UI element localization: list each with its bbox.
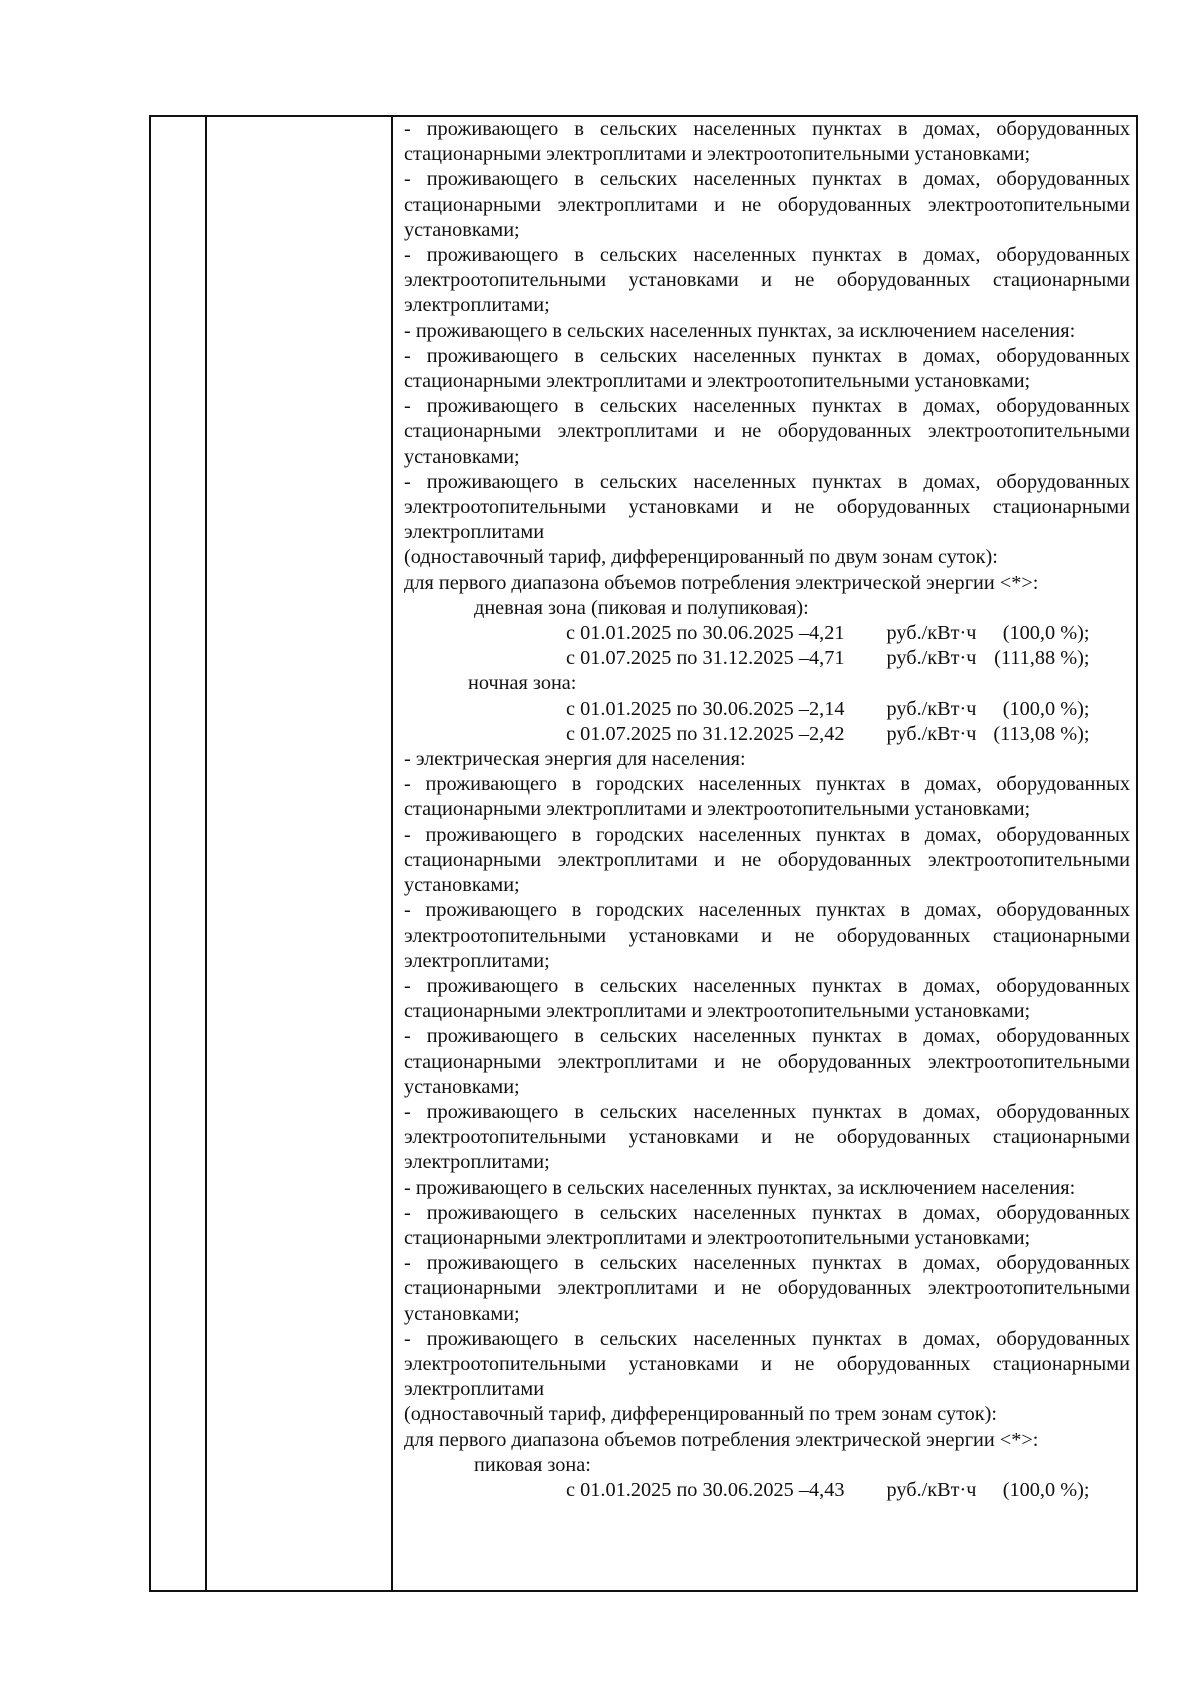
paragraph: - проживающего в сельских населенных пунктах в домах, оборудованных электроотопительными установками и не оборудованных стационарными электроплитами: [404, 1327, 1130, 1401]
rate-percent: (111,88 %);: [994, 647, 1090, 670]
tariff-table: [149, 115, 1138, 1592]
rate-period: с 01.07.2025 по 31.12.2025 –: [566, 647, 809, 670]
paragraph: - проживающего в сельских населенных пунктах, за исключением населения:: [404, 319, 1076, 342]
tariff-rate-row: [404, 621, 1130, 646]
zone-heading: ночная зона:: [468, 672, 577, 695]
rate-unit: руб./кВт·ч: [886, 1478, 977, 1501]
tariff-rate-row: [404, 722, 1130, 747]
rate-period: с 01.01.2025 по 30.06.2025 –: [566, 1478, 809, 1501]
paragraph: - проживающего в сельских населенных пунктах в домах, оборудованных стационарными электроплитами и не оборудованных электроотопительными установками;: [404, 168, 1130, 241]
paragraph: - проживающего в сельских населенных пунктах в домах, оборудованных стационарными электроплитами и электроотопительными установками;: [404, 344, 1130, 393]
paragraph: - проживающего в сельских населенных пунктах в домах, оборудованных электроотопительными установками и не оборудованных стационарными электроплитами: [404, 470, 1130, 544]
rate-value: 2,14: [809, 697, 845, 720]
rate-percent: (100,0 %);: [1002, 697, 1090, 720]
rate-percent: (100,0 %);: [1002, 622, 1090, 645]
tariff-rate-row: [404, 697, 1130, 722]
paragraph: - проживающего в сельских населенных пунктах в домах, оборудованных электроотопительными установками и не оборудованных стационарными электроплитами;: [404, 244, 1130, 317]
paragraph: - проживающего в сельских населенных пунктах в домах, оборудованных стационарными электроплитами и не оборудованных электроотопительными установками;: [404, 1025, 1130, 1098]
paragraph: - проживающего в сельских населенных пунктах в домах, оборудованных электроотопительными установками и не оборудованных стационарными электроплитами;: [404, 1100, 1130, 1174]
paragraph: - проживающего в сельских населенных пунктах в домах, оборудованных стационарными электроплитами и электроотопительными установками;: [404, 118, 1130, 166]
zone-heading: пиковая зона:: [474, 1453, 591, 1476]
paragraph: для первого диапазона объемов потребления электрической энергии <*>:: [404, 571, 1039, 594]
rate-value: 4,43: [809, 1478, 845, 1501]
tariff-rate-row: [404, 1478, 1130, 1503]
rate-percent: (113,08 %);: [993, 722, 1090, 745]
rate-value: 4,21: [809, 622, 845, 645]
rate-period: с 01.01.2025 по 30.06.2025 –: [566, 697, 809, 720]
rate-unit: руб./кВт·ч: [886, 697, 977, 720]
zone-heading: дневная зона (пиковая и полупиковая):: [474, 596, 809, 619]
paragraph: - проживающего в городских населенных пунктах в домах, оборудованных стационарными электроплитами и электроотопительными установками;: [404, 773, 1130, 821]
paragraph: - проживающего в сельских населенных пунктах в домах, оборудованных стационарными электроплитами и не оборудованных электроотопительными установками;: [404, 395, 1130, 468]
rate-unit: руб./кВт·ч: [886, 622, 977, 645]
paragraph: - проживающего в сельских населенных пунктах в домах, оборудованных стационарными электроплитами и электроотопительными установками;: [404, 974, 1130, 1023]
column-divider-2: [391, 117, 393, 1590]
paragraph: - проживающего в сельских населенных пунктах, за исключением населения:: [404, 1176, 1076, 1199]
rate-unit: руб./кВт·ч: [886, 647, 977, 670]
paragraph: (одноставочный тариф, дифференцированный по трем зонам суток):: [404, 1403, 998, 1426]
paragraph: - электрическая энергия для населения:: [404, 748, 746, 771]
rate-value: 4,71: [809, 647, 845, 670]
paragraph: (одноставочный тариф, дифференцированный по двум зонам суток):: [404, 546, 998, 569]
rate-period: с 01.01.2025 по 30.06.2025 –: [566, 622, 809, 645]
rate-unit: руб./кВт·ч: [886, 722, 977, 745]
rate-period: с 01.07.2025 по 31.12.2025 –: [566, 722, 809, 745]
rate-percent: (100,0 %);: [1002, 1478, 1090, 1501]
paragraph: - проживающего в городских населенных пунктах в домах, оборудованных стационарными электроплитами и не оборудованных электроотопительными установками;: [404, 823, 1130, 897]
paragraph: - проживающего в сельских населенных пунктах в домах, оборудованных стационарными электроплитами и электроотопительными установками;: [404, 1201, 1130, 1249]
tariff-rate-row: [404, 646, 1130, 671]
paragraph: - проживающего в сельских населенных пунктах в домах, оборудованных стационарными электроплитами и не оборудованных электроотопительными установками;: [404, 1252, 1130, 1325]
paragraph: - проживающего в городских населенных пунктах в домах, оборудованных электроотопительными установками и не оборудованных стационарными электроплитами;: [404, 899, 1130, 972]
rate-value: 2,42: [809, 722, 845, 745]
tariff-description-cell: [404, 117, 1130, 1503]
column-divider-1: [205, 117, 207, 1590]
paragraph: для первого диапазона объемов потребления электрической энергии <*>:: [404, 1428, 1039, 1451]
